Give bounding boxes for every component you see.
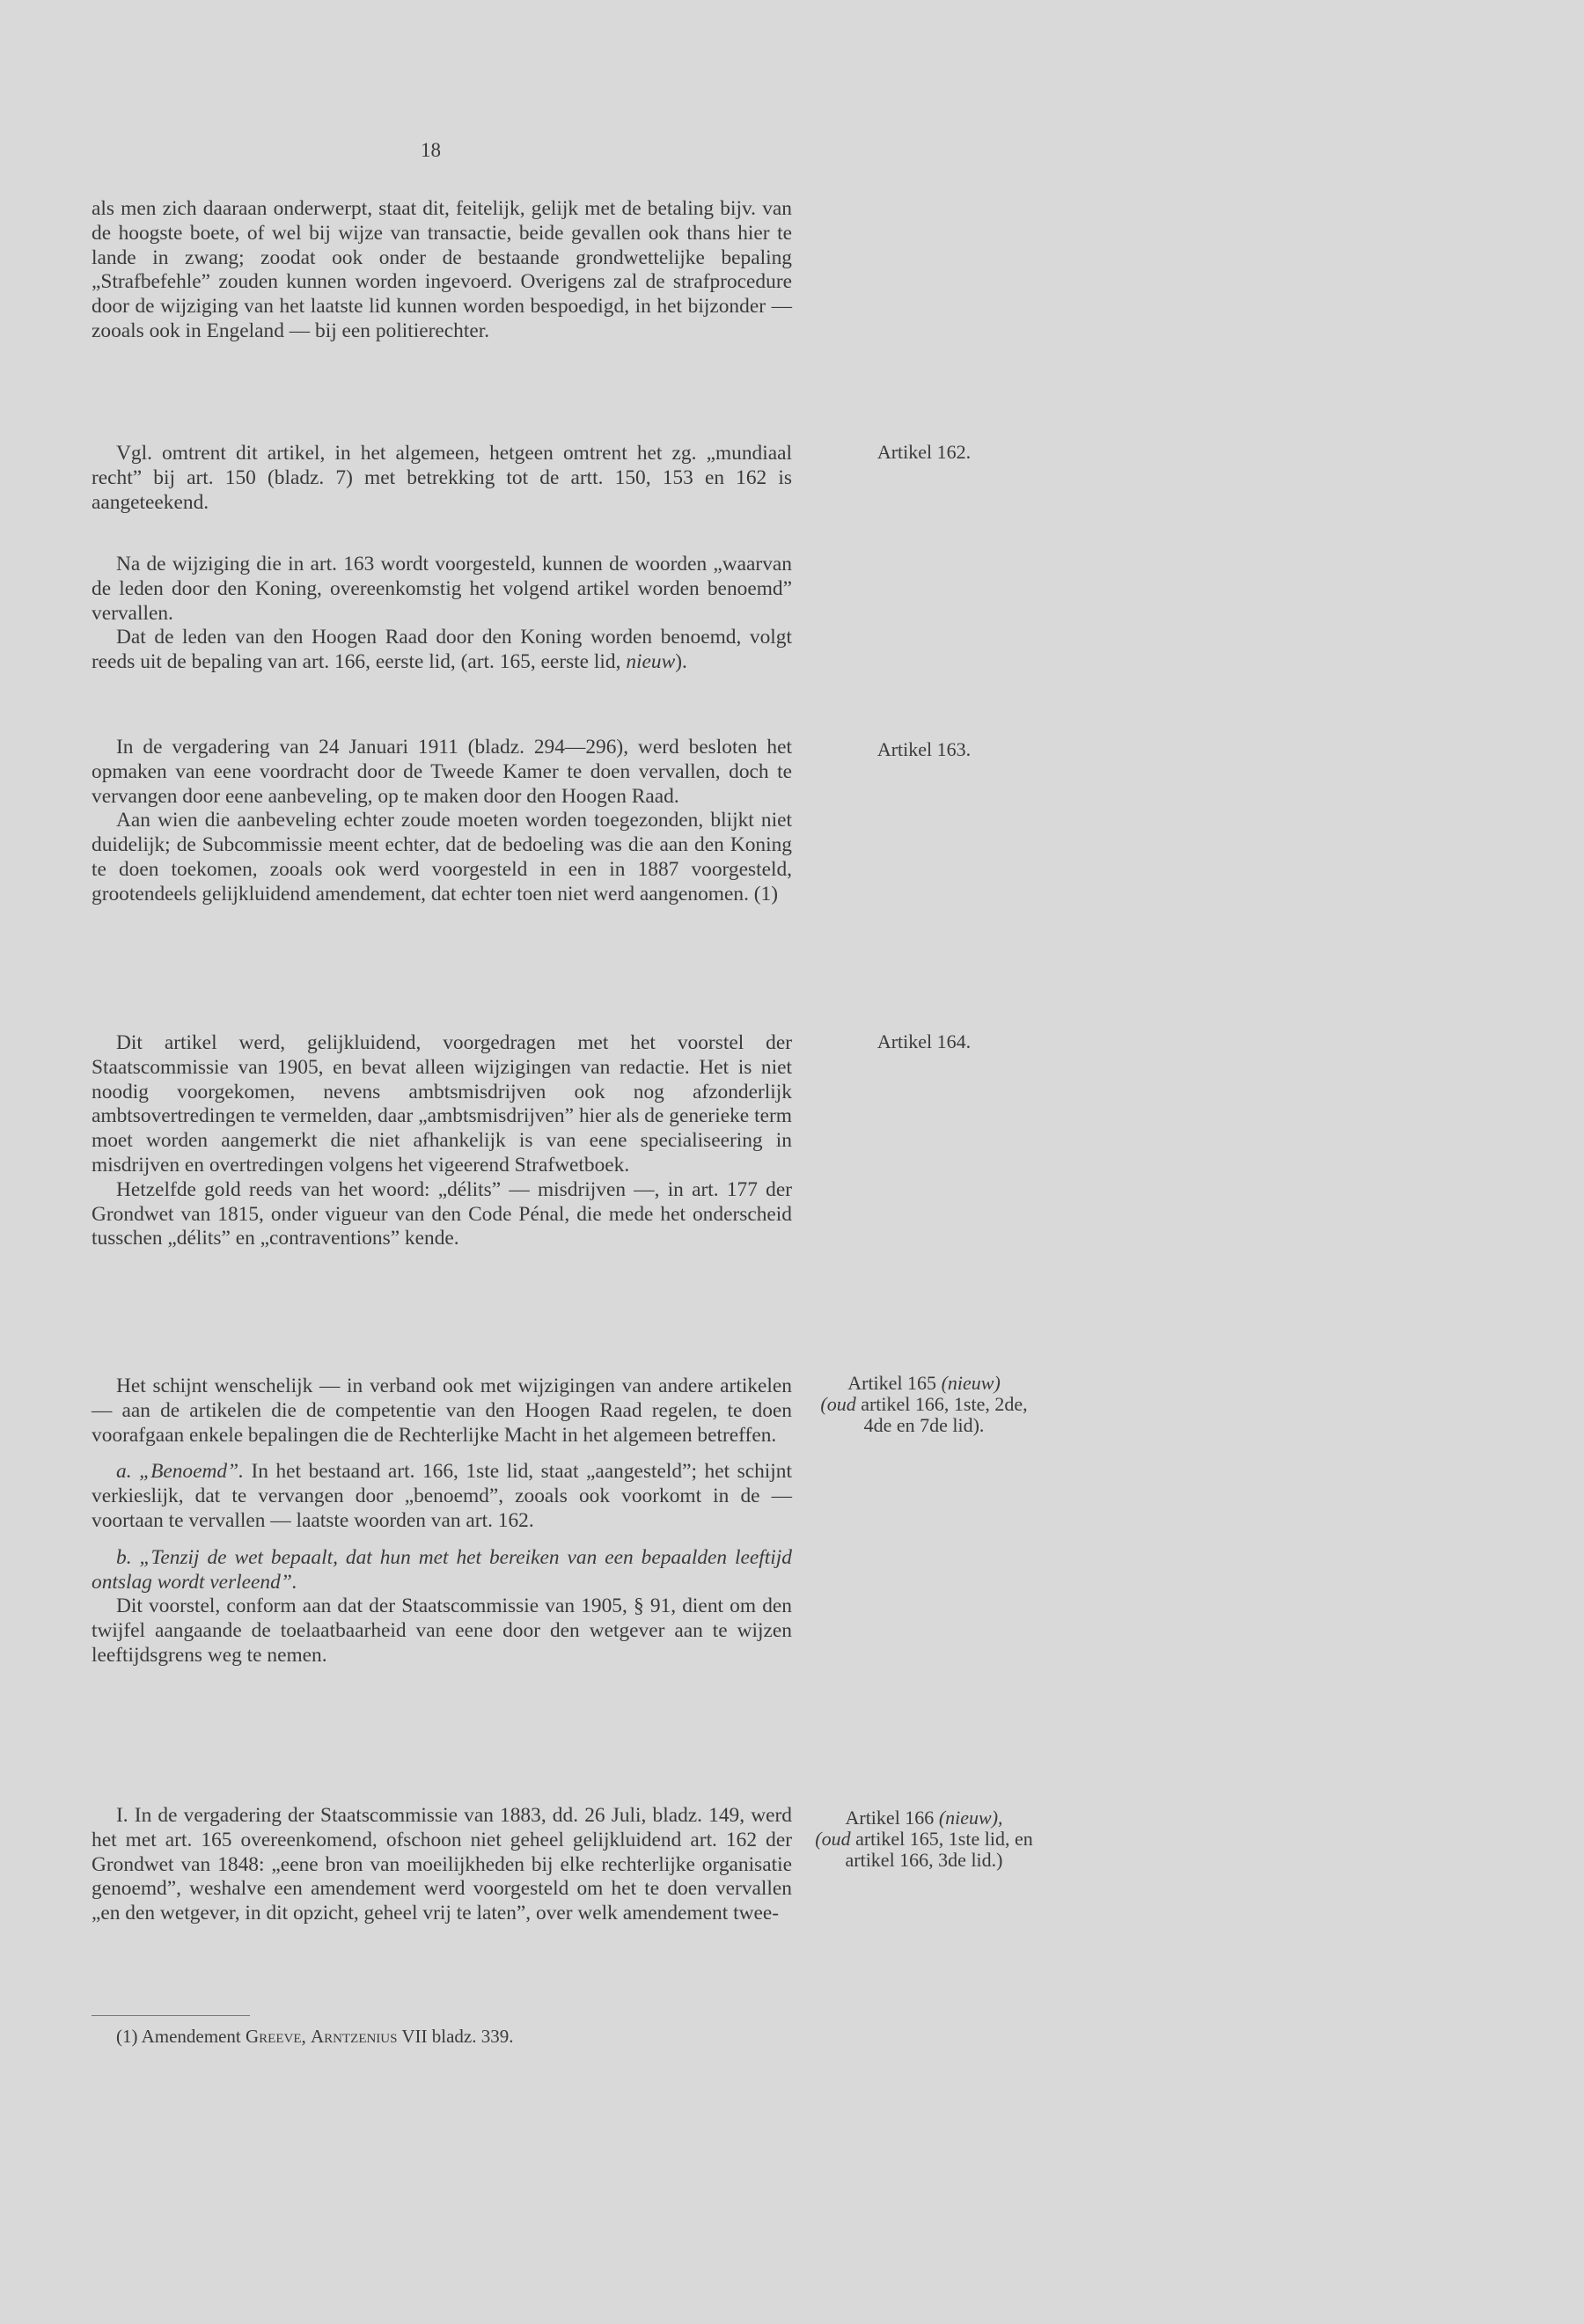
paragraph-continuation [92, 197, 792, 344]
margin-note-artikel-162: Artikel 162. [876, 441, 972, 463]
body-paragraph: Dit artikel werd, gelijkluidend, voorgedragen met het voorstel der Staatscommissie van 1905, en bevat alleen wijzigingen van redactie. Het is niet noodig voorgekomen, nevens ambtsmisdrijven ook nog afzonderlijk ambtsovertredingen te vermelden, daar „ambtsmisdrijven” hier als de generieke term moet worden aangemerkt die niet afhankelijk is van eene specialiseering in misdrijven en overtredingen volgens het vigeerend Strafwetboek. [92, 1031, 792, 1177]
margin-note-artikel-165: Artikel 165 (nieuw) (oud artikel 166, 1ste, 2de, 4de en 7de lid). [820, 1372, 1028, 1436]
footnote-divider [92, 2015, 250, 2016]
section-artikel-163 [92, 736, 792, 907]
margin-note-artikel-163: Artikel 163. [876, 738, 972, 760]
margin-note-artikel-166: Artikel 166 (nieuw), (oud artikel 165, 1ste lid, en artikel 166, 3de lid.) [815, 1807, 1033, 1871]
footnote: (1) Amendement Greeve, Arntzenius VII bladz. 339. [116, 2026, 514, 2047]
body-paragraph: Hetzelfde gold reeds van het woord: „délits” — misdrijven —, in art. 177 der Grondwet van 1815, onder vigueur van den Code Pénal, die mede het onderscheid tusschen „délits” en „contraventions” kende. [92, 1177, 792, 1250]
body-paragraph: In de vergadering van 24 Januari 1911 (bladz. 294—296), werd besloten het opmaken van eene voordracht door de Tweede Kamer te doen vervallen, doch te vervangen door eene aanbeveling, op te maken door den Hoogen Raad. [92, 736, 792, 808]
section-artikel-166 [92, 1804, 792, 1926]
section-artikel-162 [92, 442, 792, 515]
body-paragraph: Het schijnt wenschelijk — in verband ook met wijzigingen van andere artikelen — aan de artikelen die de competentie van den Hoogen Raad regelen, te doen voorafgaan enkele bepalingen die de Rechterlijke Macht in het algemeen betreffen. [92, 1375, 792, 1447]
body-paragraph: als men zich daaraan onderwerpt, staat dit, feitelijk, gelijk met de betaling bijv. van de hoogste boete, of wel bij wijze van transactie, beide gevallen ook thans hier te lande in zwang; zoodat ook onder de bestaande grondwettelijke bepaling „Strafbefehle” zouden kunnen worden ingevoerd. Overigens zal de strafprocedure door de wijziging van het laatste lid kunnen worden bespoedigd, in het bijzonder — zooals ook in Engeland — bij een politierechter. [92, 197, 792, 342]
body-paragraph: Vgl. omtrent dit artikel, in het algemeen, hetgeen omtrent het zg. „mundiaal recht” bij art. 150 (bladz. 7) met betrekking tot de artt. 150, 153 en 162 is aangeteekend. [92, 442, 792, 514]
margin-note-artikel-164: Artikel 164. [876, 1030, 972, 1052]
section-artikel-165 [92, 1375, 792, 1668]
body-paragraph: Dat de leden van den Hoogen Raad door den Koning worden benoemd, volgt reeds uit de bepaling van art. 166, eerste lid, (art. 165, eerste lid, nieuw). [92, 626, 792, 674]
body-paragraph: Dit voorstel, conform aan dat der Staatscommissie van 1905, § 91, dient om den twijfel aangaande de toelaatbaarheid van eene door den wetgever aan te wijzen leeftijdsgrens weg te nemen. [92, 1595, 792, 1667]
body-paragraph: a. „Benoemd”. In het bestaand art. 166, 1ste lid, staat „aangesteld”; het schijnt verkieslijk, dat te vervangen door „benoemd”, zooals ook voorkomt in de — voortaan te vervallen — laatste woorden van art. 162. [92, 1460, 792, 1532]
body-paragraph: Na de wijziging die in art. 163 wordt voorgesteld, kunnen de woorden „waarvan de leden door den Koning, overeenkomstig het volgend artikel worden benoemd” vervallen. [92, 553, 792, 625]
body-paragraph: I. In de vergadering der Staatscommissie van 1883, dd. 26 Juli, bladz. 149, werd het met art. 165 overeenkomend, ofschoon niet geheel gelijkluidend art. 162 der Grondwet van 1848: „eene bron van moeilijkheden bij elke rechterlijke organisatie genoemd”, weshalve een amendement werd voorgesteld om het te doen vervallen „en den wetgever, in dit opzicht, geheel vrij te laten”, over welk amendement twee- [92, 1804, 792, 1925]
page-number: 18 [421, 139, 441, 161]
body-paragraph: b. „Tenzij de wet bepaalt, dat hun met het bereiken van een bepaalden leeftijd ontslag wordt verleend”. [92, 1545, 792, 1594]
body-paragraph: Aan wien die aanbeveling echter zoude moeten worden toegezonden, blijkt niet duidelijk; de Subcommissie meent echter, dat de bedoeling was die aan den Koning te doen toekomen, zooals ook werd voorgesteld in een in 1887 voorgesteld, grootendeels gelijkluidend amendement, dat echter toen niet werd aangenomen. (1) [92, 809, 792, 905]
section-artikel-163-intro [92, 553, 792, 675]
section-artikel-164 [92, 1031, 792, 1251]
